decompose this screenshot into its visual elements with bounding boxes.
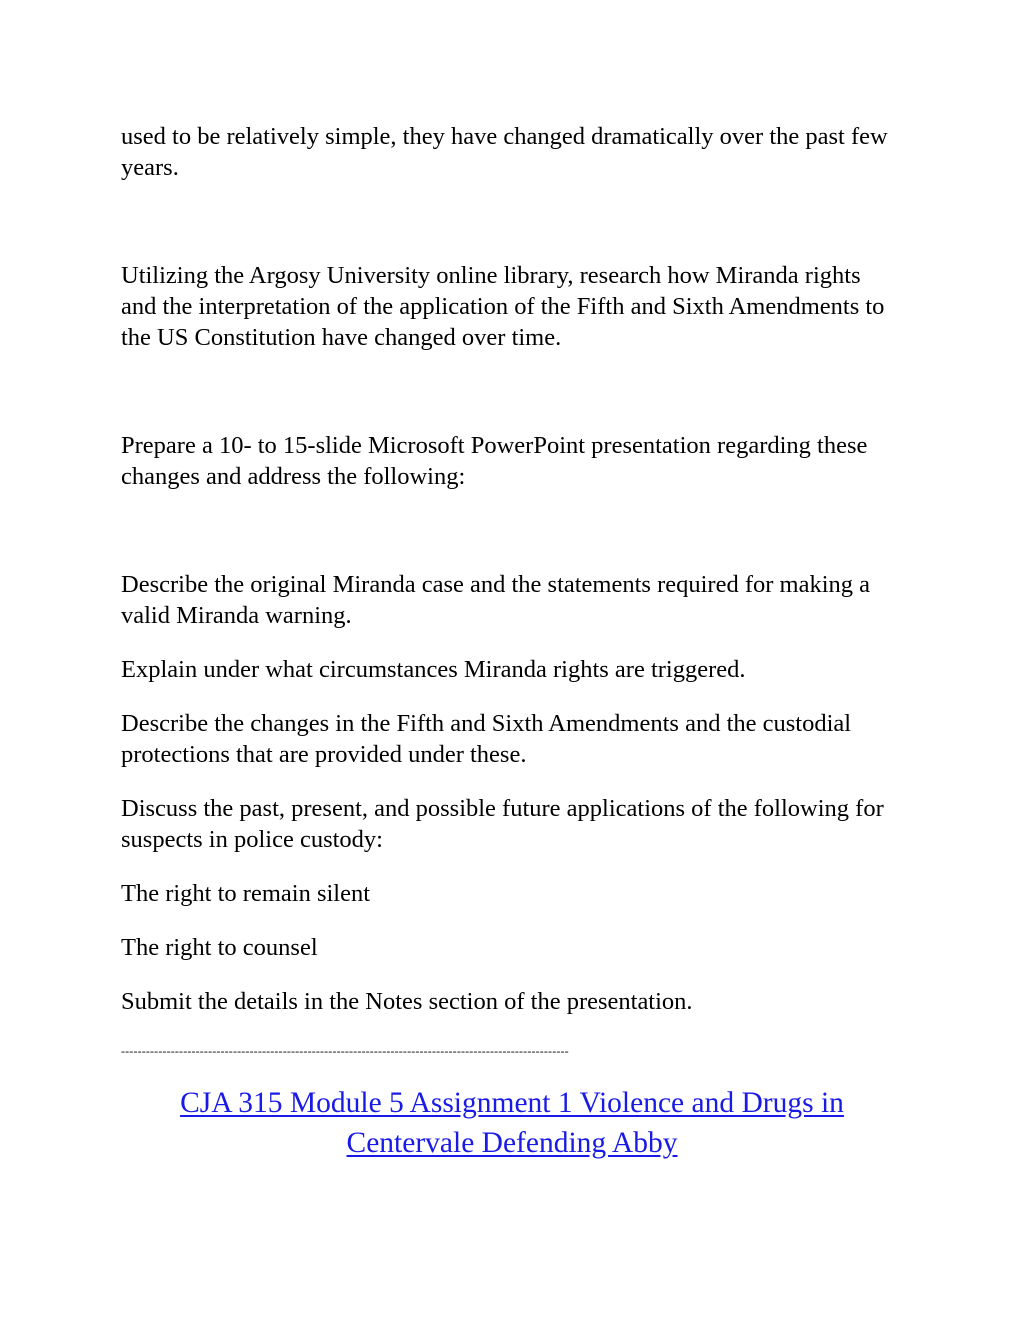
task-right-to-counsel: The right to counsel (121, 934, 318, 961)
intro-continuation-paragraph: used to be relatively simple, they have changed dramatically over the past few years. (121, 123, 888, 181)
presentation-instruction-paragraph: Prepare a 10- to 15-slide Microsoft PowerPoint presentation regarding these changes and address the following: (121, 432, 868, 490)
task-right-to-remain-silent: The right to remain silent (121, 880, 371, 907)
assignment-title-link[interactable]: CJA 315 Module 5 Assignment 1 Violence and Drugs in Centervale Defending Abby (180, 1087, 844, 1159)
task-original-miranda-case: Describe the original Miranda case and the statements required for making a valid Miranda warning. (121, 571, 871, 629)
research-instruction-paragraph: Utilizing the Argosy University online library, research how Miranda rights and the interpretation of the application of the Fifth and Sixth Amendments to the US Constitution have changed over time. (121, 262, 885, 351)
task-submit-notes: Submit the details in the Notes section of the presentation. (121, 988, 693, 1015)
task-miranda-triggers: Explain under what circumstances Miranda rights are triggered. (121, 656, 746, 683)
task-amendment-changes: Describe the changes in the Fifth and Sixth Amendments and the custodial protections that are provided under these. (121, 710, 852, 768)
task-past-present-future: Discuss the past, present, and possible future applications of the following for suspects in police custody: (121, 795, 884, 853)
dashed-separator: ------------------------------------------------------------------------------------------------------------ (121, 1044, 569, 1058)
